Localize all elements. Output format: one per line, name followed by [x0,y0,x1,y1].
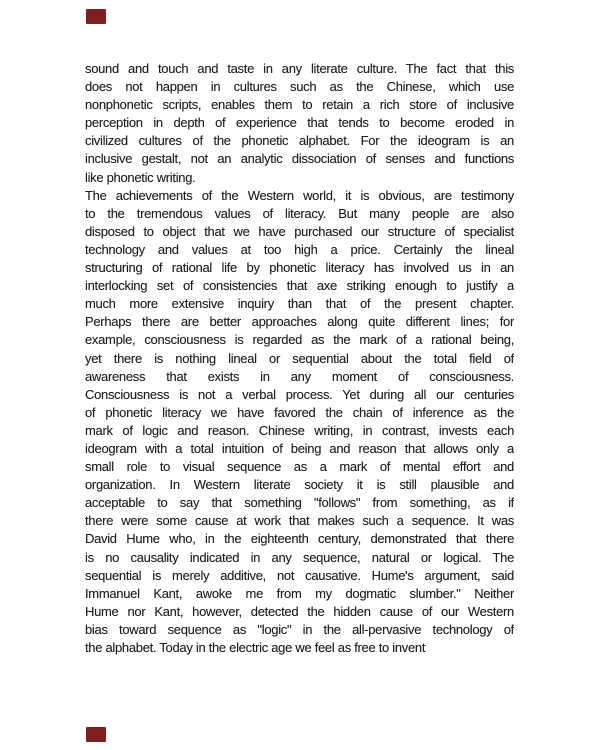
text-line: example, consciousness is regarded as the mark of a rational being, [85,332,514,348]
red-scan-mark-top [86,9,106,24]
text-line: The achievements of the Western world, it is obvious, are testimony [85,187,514,203]
text-line: the alphabet. Today in the electric age we feel as free to invent [85,640,426,655]
text-line: bias toward sequence as "logic" in the all-pervasive technology of [85,621,514,637]
text-line: Immanuel Kant, awoke me from my dogmatic slumber." Neither [85,585,514,601]
text-line: Perhaps there are better approaches along quite different lines; for [85,314,514,330]
text-line: acceptable to say that something "follows" from something, as if [85,495,514,511]
text-line: sound and touch and taste in any literate culture. The fact that this [85,61,514,76]
paragraph [85,187,514,657]
page-text-block [85,60,514,657]
text-line: to the tremendous values of literacy. But many people are also [85,205,514,221]
text-line: Consciousness is not a verbal process. Yet during all our centuries [85,386,514,402]
text-line: organization. In Western literate society it is still plausible and [85,477,514,493]
text-line: disposed to object that we have purchased our structure of specialist [85,223,514,239]
text-line: David Hume who, in the eighteenth century, demonstrated that there [85,531,514,547]
text-line: sequential is merely additive, not causative. Hume's argument, said [85,567,514,583]
text-line: interlocking set of consistencies that axe striking enough to justify a [85,278,514,294]
text-line: yet there is nothing lineal or sequential about the total field of [85,350,514,366]
text-line: structuring of rational life by phonetic literacy has involved us in an [85,260,514,276]
text-line: awareness that exists in any moment of consciousness. [85,368,514,384]
text-line: ideogram with a total intuition of being and reason that allows only a [85,440,514,456]
text-line: technology and values at too high a price. Certainly the lineal [85,241,514,257]
text-line: civilized cultures of the phonetic alphabet. For the ideogram is an [85,133,514,149]
text-line: nonphonetic scripts, enables them to retain a rich store of inclusive [85,97,514,113]
text-line: perception in depth of experience that tends to become eroded in [85,115,514,131]
red-scan-mark-bottom [86,727,106,742]
text-line: like phonetic writing. [85,169,196,185]
text-line: does not happen in cultures such as the Chinese, which use [85,79,514,95]
text-line: of phonetic literacy we have favored the chain of inference as the [85,404,514,420]
text-line: inclusive gestalt, not an analytic dissociation of senses and functions [85,151,514,167]
text-line: Hume nor Kant, however, detected the hidden cause of our Western [85,603,514,619]
text-line: mark of logic and reason. Chinese writing, in contrast, invests each [85,422,514,438]
text-line: is no causality indicated in any sequence, natural or logical. The [85,549,514,565]
text-line: there were some cause at work that makes such a sequence. It was [85,513,514,529]
paragraph [85,60,514,187]
text-line: small role to visual sequence as a mark of mental effort and [85,459,514,475]
text-line: much more extensive inquiry than that of the present chapter. [85,296,514,312]
